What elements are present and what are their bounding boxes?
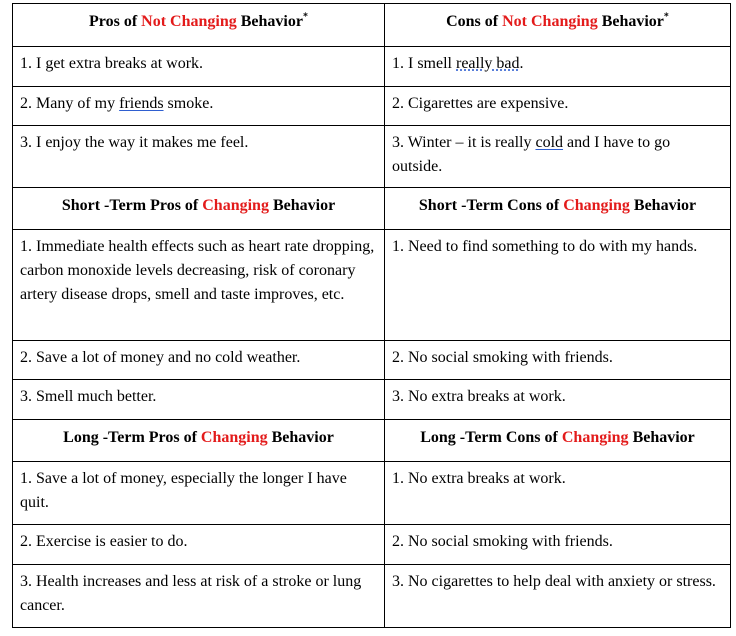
- section-header-row: [13, 4, 731, 47]
- header-highlight: Changing: [202, 197, 269, 214]
- footnote-mark: *: [302, 11, 308, 23]
- table-cell: 1. Save a lot of money, especially the longer I have quit.: [13, 462, 385, 525]
- underlined-text: cold: [535, 134, 564, 151]
- header-long-term-pros: [13, 420, 385, 462]
- header-text: Behavior: [236, 13, 303, 30]
- section-header-row: [13, 188, 731, 230]
- table-cell: 3. No extra breaks at work.: [385, 380, 731, 420]
- table-cell: 2. No social smoking with friends.: [385, 525, 731, 565]
- header-text: Behavior: [628, 429, 695, 446]
- cell-text: and I have to go outside.: [392, 134, 671, 175]
- table-cell: [385, 47, 731, 87]
- section-header-row: [13, 420, 731, 462]
- table-cell: 3. Health increases and less at risk of a stroke or lung cancer.: [13, 565, 385, 628]
- table-cell: 3. I enjoy the way it makes me feel.: [13, 126, 385, 188]
- header-text: Short -Term Pros of: [61, 197, 203, 214]
- table-cell: 2. Exercise is easier to do.: [13, 525, 385, 565]
- cell-text: 3. Winter – it is really: [392, 134, 536, 151]
- header-text: Long -Term Cons of: [420, 429, 562, 446]
- header-cons-not-changing: [385, 4, 731, 47]
- table-row: [13, 341, 731, 380]
- table-cell: 2. Save a lot of money and no cold weather.: [13, 341, 385, 380]
- table-cell: [385, 126, 731, 188]
- header-text: Behavior: [268, 197, 336, 214]
- table-row: [13, 87, 731, 126]
- cell-text: 2. Many of my: [20, 95, 120, 112]
- header-text: Behavior: [267, 429, 334, 446]
- table-cell: 3. No cigarettes to help deal with anxiety or stress.: [385, 565, 731, 628]
- header-highlight: Changing: [200, 429, 268, 446]
- header-text: Behavior: [597, 13, 664, 30]
- table-row: [13, 525, 731, 565]
- table-cell: 2. Cigarettes are expensive.: [385, 87, 731, 126]
- table-cell: 1. Need to find something to do with my hands.: [385, 230, 731, 341]
- header-text: Pros of: [89, 13, 142, 30]
- header-highlight: Changing: [561, 429, 629, 446]
- header-pros-not-changing: [13, 4, 385, 47]
- header-short-term-pros: [13, 188, 385, 230]
- grammar-flagged-text: really bad: [456, 55, 520, 72]
- cell-text: .: [519, 55, 524, 72]
- table-cell: 1. I get extra breaks at work.: [13, 47, 385, 87]
- document-page: [12, 3, 731, 628]
- header-highlight: Changing: [563, 197, 630, 214]
- header-highlight: Not Changing: [141, 13, 237, 30]
- table-row: [13, 380, 731, 420]
- header-highlight: Not Changing: [502, 13, 598, 30]
- table-cell: 2. No social smoking with friends.: [385, 341, 731, 380]
- table-row: [13, 47, 731, 87]
- table-row: [13, 230, 731, 341]
- table-cell: 3. Smell much better.: [13, 380, 385, 420]
- decisional-balance-table: [12, 3, 731, 628]
- table-row: [13, 565, 731, 628]
- header-text: Long -Term Pros of: [63, 429, 201, 446]
- table-cell: 1. Immediate health effects such as heart rate dropping, carbon monoxide levels decreasing, risk of coronary artery disease drops, smell and taste improves, etc.: [13, 230, 385, 341]
- header-long-term-cons: [385, 420, 731, 462]
- table-row: [13, 126, 731, 188]
- cell-text: smoke.: [163, 95, 214, 112]
- header-text: Behavior: [629, 197, 697, 214]
- cell-text: 1. I smell: [392, 55, 456, 72]
- underlined-text: friends: [119, 95, 164, 112]
- table-cell: [13, 87, 385, 126]
- header-text: Cons of: [446, 13, 503, 30]
- header-text: Short -Term Cons of: [418, 197, 564, 214]
- table-cell: 1. No extra breaks at work.: [385, 462, 731, 525]
- table-row: [13, 462, 731, 525]
- header-short-term-cons: [385, 188, 731, 230]
- footnote-mark: *: [663, 11, 669, 23]
